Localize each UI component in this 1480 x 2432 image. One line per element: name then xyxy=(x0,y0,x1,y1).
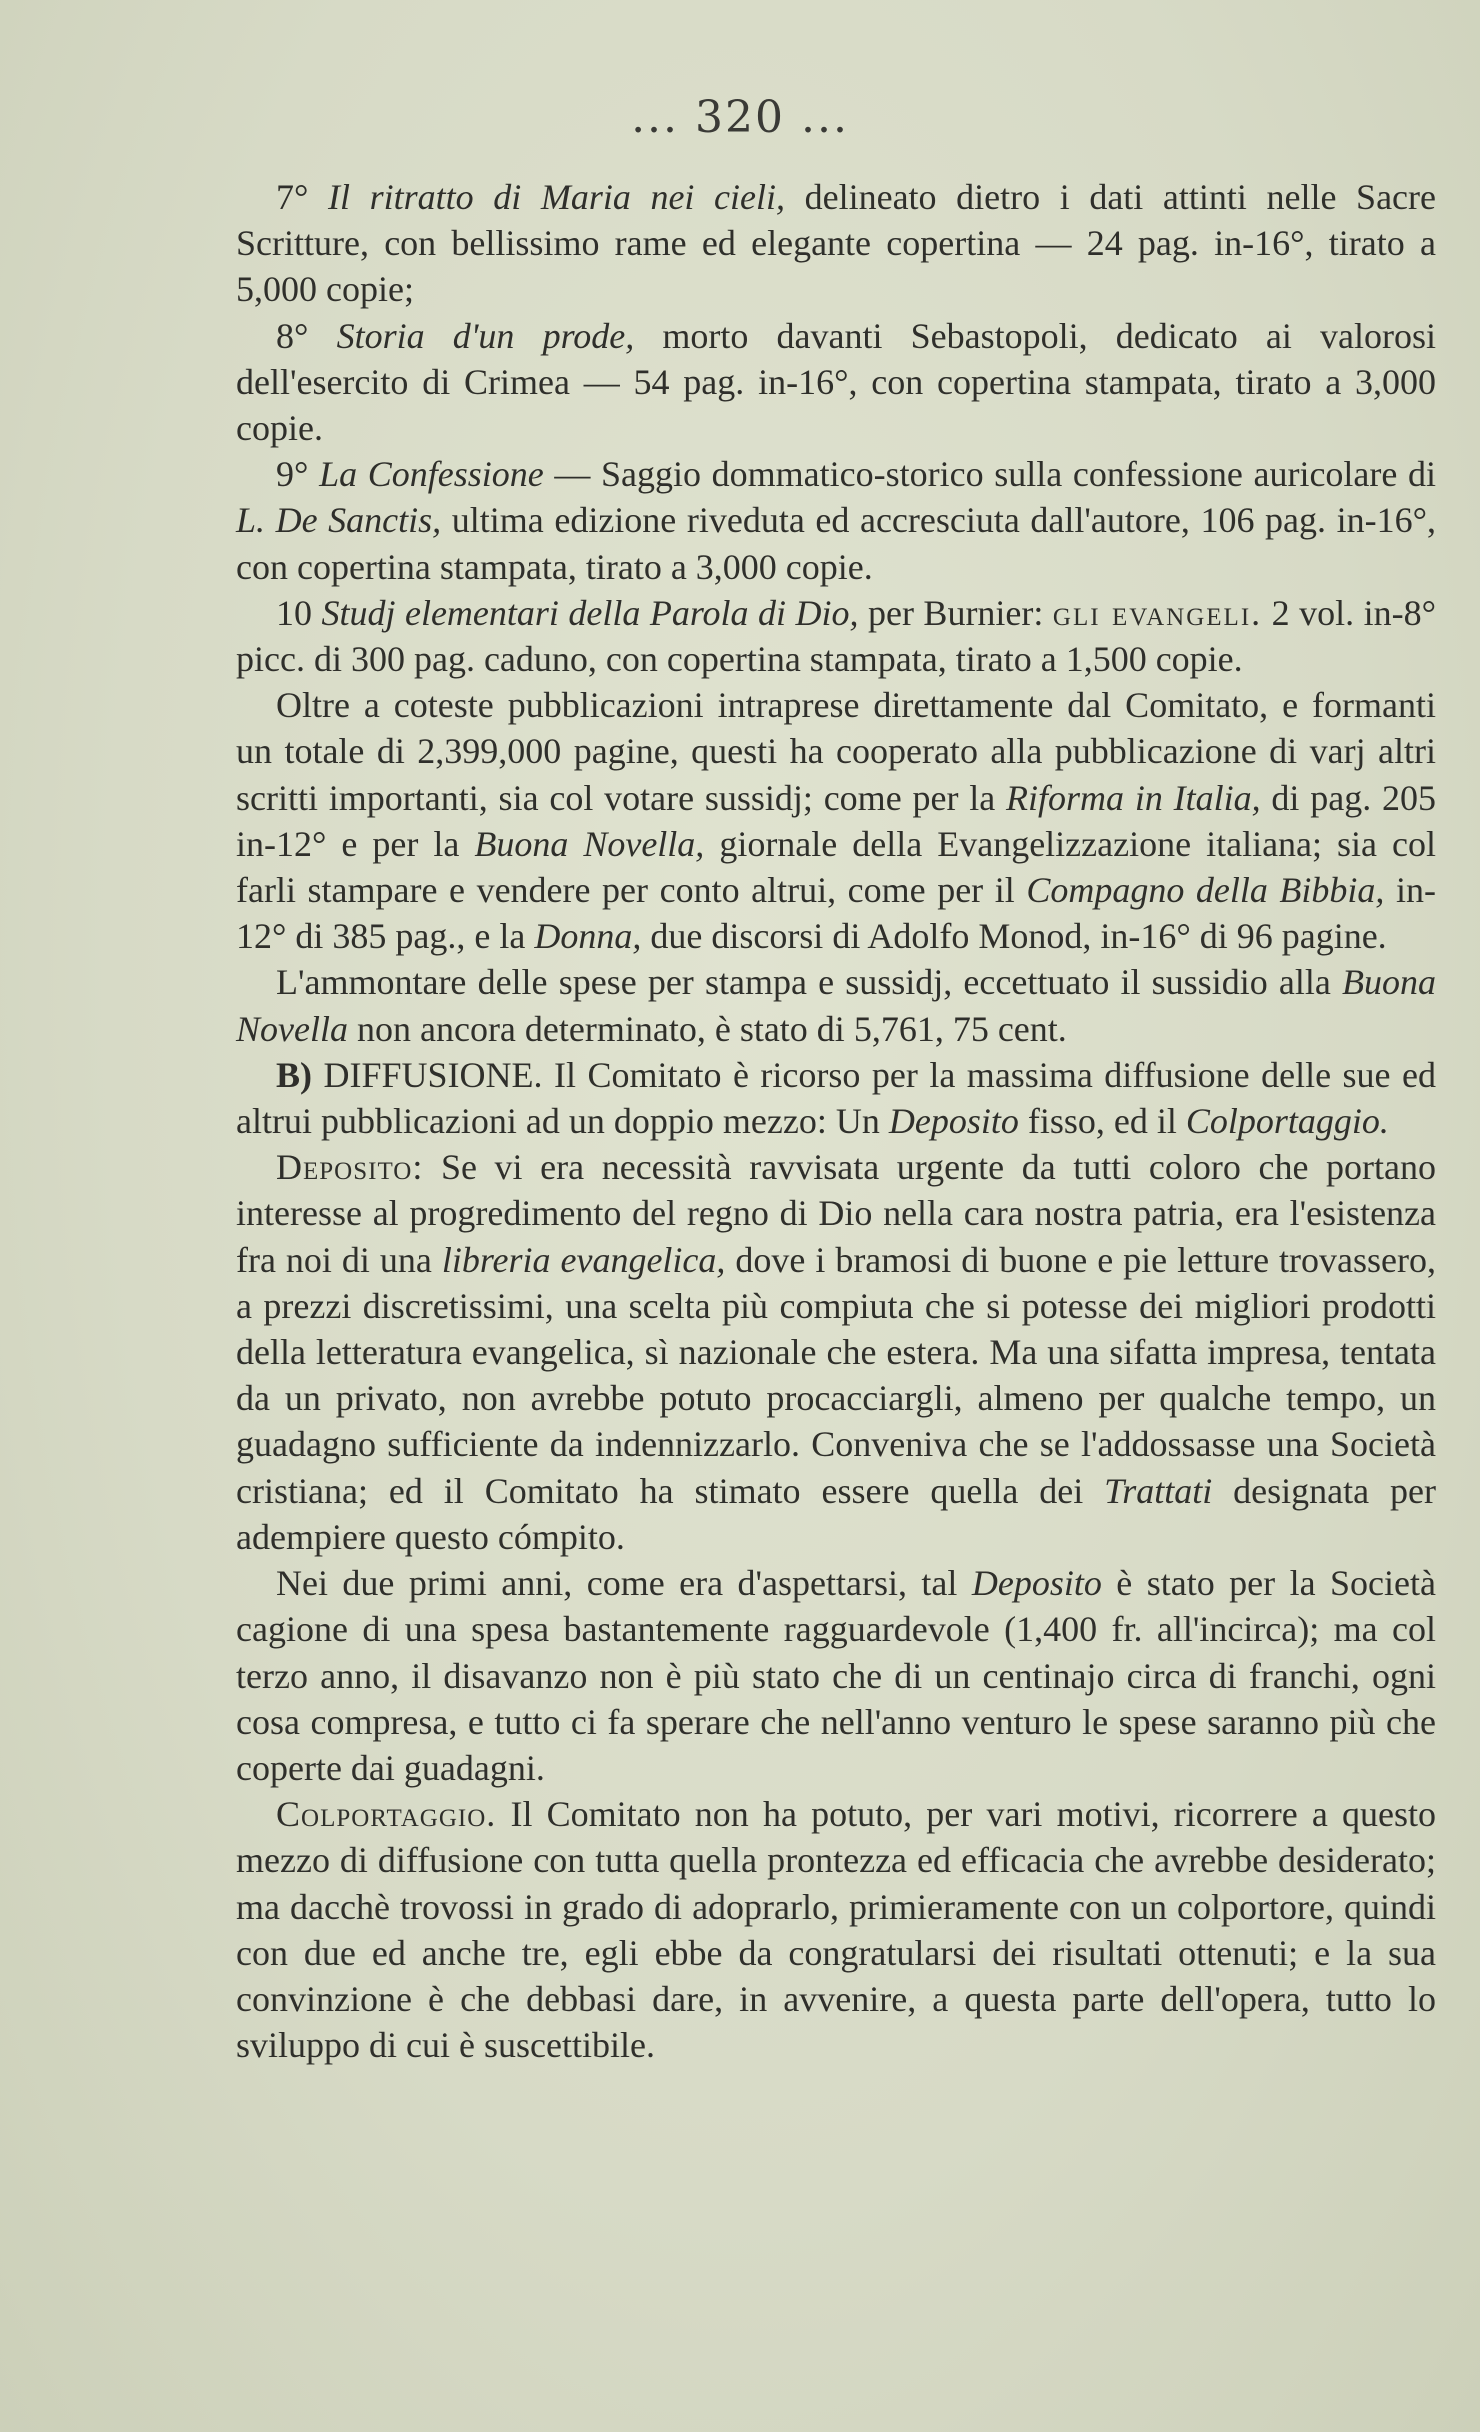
text-run: per Burnier: xyxy=(858,592,1053,633)
text-run: — Saggio dommatico-storico sulla confessione auricolare di xyxy=(543,454,1437,495)
paragraph-item-9 xyxy=(236,451,1436,590)
italic-title: Donna, xyxy=(534,916,642,957)
section-heading: Colportaggio. xyxy=(276,1794,497,1835)
section-heading: Deposito: xyxy=(276,1147,424,1188)
italic-term: Trattati xyxy=(1104,1470,1213,1511)
italic-author: L. De Sanctis, xyxy=(236,500,442,541)
italic-title: Riforma in Italia, xyxy=(1006,777,1261,818)
text-run: è stato per la Società cagione di una spesa bastantemente ragguardevole (1,400 fr. all'incirca); ma col terzo anno, il disavanzo non è più stato che di un centinajo circa di franchi, ogni cosa compresa, e tutto ci fa sperare che nell'anno venturo le spese saranno più che coperte dai guadagni. xyxy=(236,1563,1436,1788)
paragraph-colportaggio xyxy=(236,1791,1436,2068)
paragraph-oltre xyxy=(236,682,1436,959)
paragraph-nei-due xyxy=(236,1560,1436,1791)
italic-title: Il ritratto di Maria nei cieli, xyxy=(328,177,785,217)
paragraph-deposito xyxy=(236,1144,1436,1560)
item-number: 7° xyxy=(276,177,309,217)
text-run: di pag. 205 in-12° e per la xyxy=(236,777,1437,864)
italic-term: Colportaggio. xyxy=(1185,1101,1389,1142)
text-run: non ancora determinato, è stato di 5,761, 75 cent. xyxy=(347,1008,1067,1049)
text-run: delineato dietro i dati attinti nelle Sacre Scritture, con bellissimo rame ed elegante copertina — 24 pag. in-16°, tirato a 5,000 copie; xyxy=(236,177,1437,310)
text-run: Nei due primi anni, come era d'aspettarsi, tal xyxy=(276,1563,972,1604)
italic-title: Buona Novella xyxy=(236,962,1436,1049)
text-run: giornale della Evangelizzazione italiana; sia col farli stampare e vendere per conto altrui, come per il xyxy=(236,823,1437,911)
item-number: 10 xyxy=(276,592,312,633)
paragraph-ammontare xyxy=(236,959,1436,1051)
paragraph-item-7 xyxy=(236,174,1436,313)
italic-title: La Confessione xyxy=(319,454,544,495)
text-run: DIFFUSIONE. Il Comitato è ricorso per la massima diffusione delle sue ed altrui pubblicazioni ad un doppio mezzo: Un xyxy=(236,1054,1436,1142)
item-number: 9° xyxy=(276,454,309,495)
text-run: Se vi era necessità ravvisata urgente da tutti coloro che portano interesse al progredimento del regno di Dio nella cara nostra patria, era l'esistenza fra noi di una xyxy=(236,1147,1436,1280)
italic-title: Storia d'un prode, xyxy=(336,315,635,356)
body-text xyxy=(236,174,1436,2068)
item-number: 8° xyxy=(276,315,309,356)
italic-term: Deposito xyxy=(888,1101,1019,1142)
text-run: due discorsi di Adolfo Monod, in-16° di 96 pagine. xyxy=(641,916,1387,957)
text-run: ultima edizione riveduta ed accresciuta dall'autore, 106 pag. in-16°, con copertina stampata, tirato a 3,000 copie. xyxy=(236,500,1436,587)
text-run: Oltre a coteste pubblicazioni intraprese direttamente dal Comitato, e formanti un totale di 2,399,000 pagine, questi ha cooperato alla pubblicazione di varj altri scritti importanti, sia col votare sussidj; come per la xyxy=(236,685,1436,818)
text-run: morto davanti Sebastopoli, dedicato ai valorosi dell'esercito di Crimea — 54 pag. in-16°, con copertina stampata, tirato a 3,000 copie. xyxy=(236,315,1436,449)
text-run: designata per adempiere questo cómpito. xyxy=(236,1470,1436,1557)
text-run: in-12° di 385 pag., e la xyxy=(236,870,1436,957)
text-run: dove i bramosi di buone e pie letture trovassero, a prezzi discretissimi, una scelta più compiuta che si potesse dei migliori prodotti della letteratura evangelica, sì nazionale che estera. Ma una sifatta impresa, tentata da un privato, non avrebbe potuto procacciargli, almeno per qualche tempo, un guadagno sufficiente da indennizzarlo. Conveniva che se l'addossasse una Società cristiana; ed il Comitato ha stimato essere quella dei xyxy=(236,1239,1436,1511)
paragraph-item-8 xyxy=(236,313,1436,452)
italic-term: Deposito xyxy=(971,1563,1102,1604)
section-letter: B) xyxy=(276,1054,312,1095)
text-run: L'ammontare delle spese per stampa e sussidj, eccettuato il sussidio alla xyxy=(276,962,1342,1003)
italic-title: Compagno della Bibbia, xyxy=(1026,870,1385,911)
italic-title: Buona Novella, xyxy=(474,823,705,864)
page-number: ... 320 ... xyxy=(631,92,849,143)
text-run: fisso, ed il xyxy=(1018,1101,1186,1142)
italic-term: libreria evangelica, xyxy=(441,1239,726,1280)
paragraph-item-10 xyxy=(236,590,1436,682)
italic-title: Studj elementari della Parola di Dio, xyxy=(321,592,859,633)
text-run: Il Comitato non ha potuto, per vari motivi, ricorrere a questo mezzo di diffusione con tutta quella prontezza ed efficacia che avrebbe desiderato; ma dacchè trovossi in grado di adoprarlo, primieramente con un colportore, quindi con due ed anche tre, egli ebbe da congratularsi dei risultati ottenuti; e la sua convinzione è che debbasi dare, in avvenire, a questa parte dell'opera, tutto lo sviluppo di cui è suscettibile. xyxy=(236,1794,1436,2066)
paragraph-diffusione xyxy=(236,1052,1436,1144)
small-caps-text: gli evangeli. xyxy=(1052,592,1263,633)
text-run: 2 vol. in-8° picc. di 300 pag. caduno, con copertina stampata, tirato a 1,500 copie. xyxy=(236,592,1436,680)
